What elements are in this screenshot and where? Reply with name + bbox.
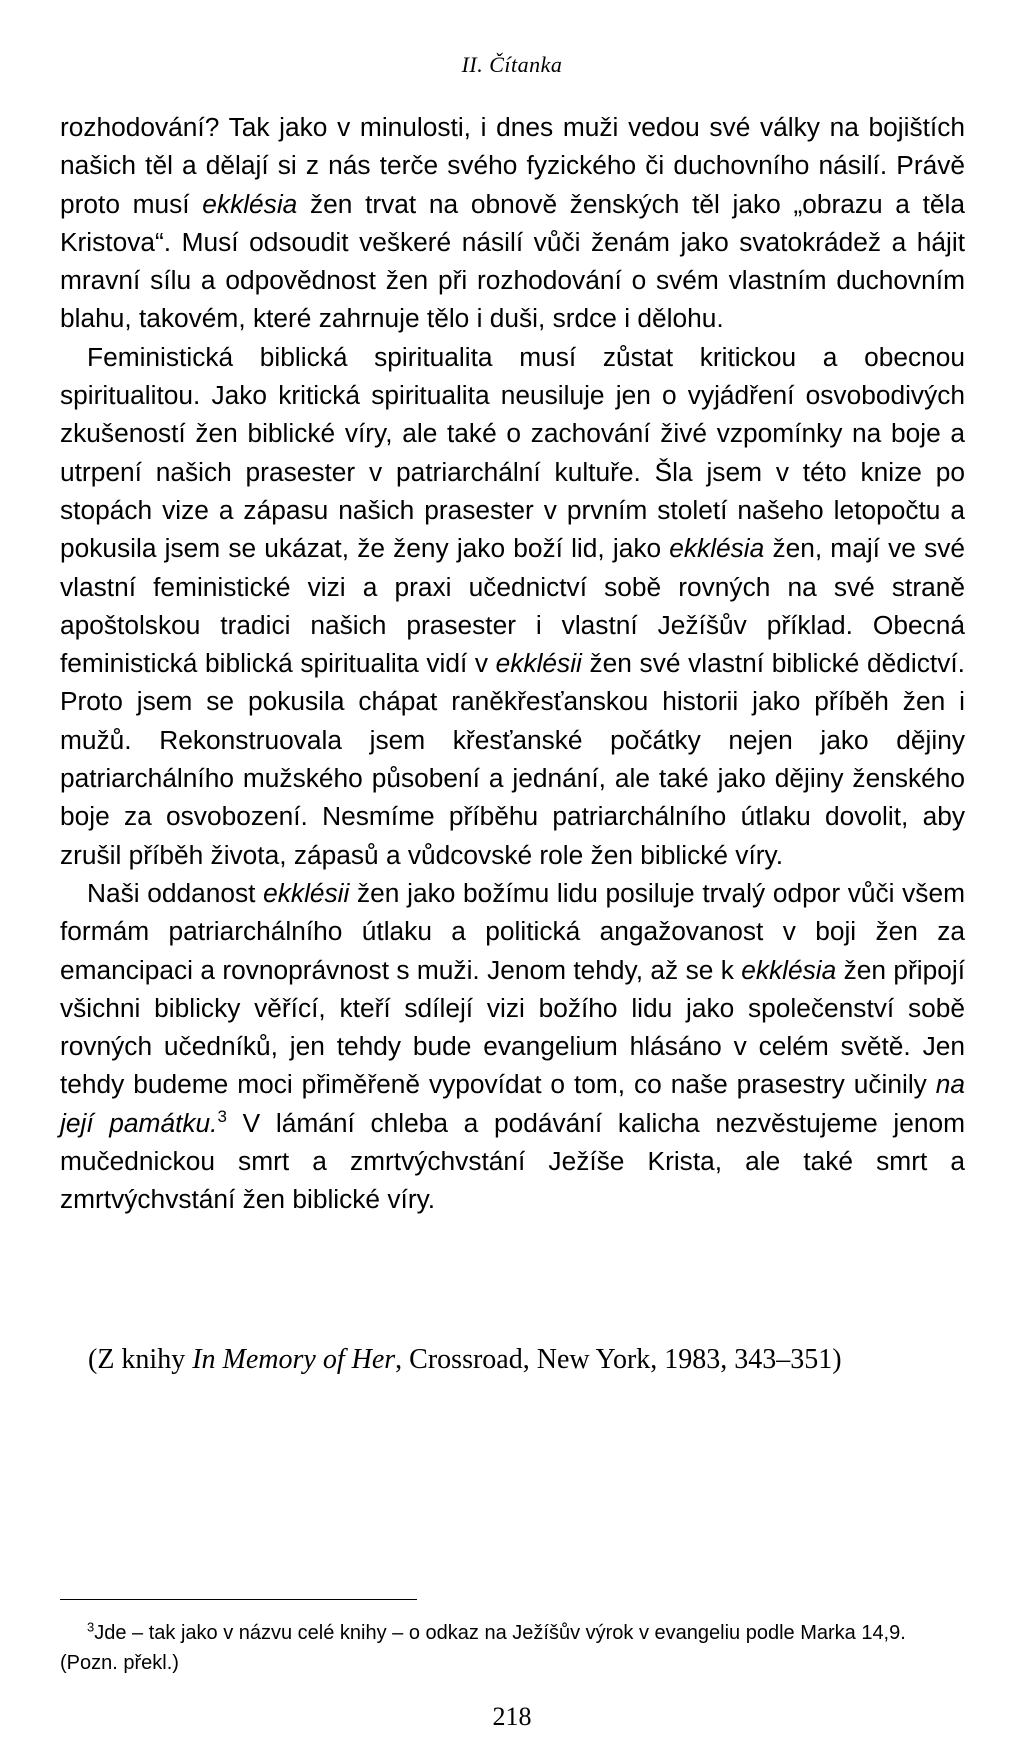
- paragraph-3: [60, 874, 965, 1219]
- paragraph-1: [60, 108, 965, 338]
- body-text: [60, 108, 965, 1219]
- italic-term: ekklésii: [495, 648, 582, 679]
- footnote-text: Jde – tak jako v názvu celé knihy – o odkaz na Ježíšův výrok v evangeliu podle Marka 14,9. (Pozn. překl.): [60, 1622, 906, 1674]
- italic-term: ekklésia: [202, 188, 298, 219]
- book-title: In Memory of Her: [192, 1344, 396, 1375]
- footnote: [60, 1618, 965, 1678]
- source-citation: [88, 1343, 968, 1377]
- text-run: rozhodování? Tak jako v minulosti, i dnes muži vedou své války na bojištích našich těl a dělají si z nás terče svého fyzického či duchovního násilí. Právě proto musí: [60, 112, 965, 219]
- italic-term: na její památku.: [60, 1069, 965, 1138]
- paragraph-2: [60, 338, 965, 874]
- text-run: žen trvat na obnově ženských těl jako „obrazu a těla Kristova“. Musí odsoudit veškeré násilí vůči ženám jako svatokrádež a hájit mravní sílu a odpovědnost žen při rozhodování o svém vlastním duchovním blahu, takovém, které zahrnuje tělo i duši, srdce i dělohu.: [60, 188, 965, 334]
- text-run: , Crossroad, New York, 1983, 343–351): [395, 1344, 842, 1375]
- text-run: (Z knihy: [88, 1344, 193, 1375]
- italic-term: ekklésia: [669, 533, 765, 564]
- text-run: žen, mají ve své vlastní feministické vizi a praxi učednictví sobě rovných na své straně apoštolskou tradici našich prasester i vlastní Ježíšův příklad. Obecná feministická biblická spiritualita vidí v: [60, 533, 965, 679]
- text-run: V lámání chleba a podávání kalicha nezvěstujeme jenom mučednickou smrt a zmrtvýchvstání Ježíše Krista, ale také smrt a zmrtvýchvstání žen biblické víry.: [60, 1107, 966, 1215]
- text-run: žen jako božímu lidu posiluje trvalý odpor vůči všem formám patriarchálního útlaku a politická angažovanost v boji žen za emancipaci a rovnoprávnost s muži. Jenom tehdy, až se k: [60, 877, 965, 985]
- italic-term: ekklésii: [263, 877, 350, 908]
- text-run: Naši oddanost: [87, 877, 264, 908]
- footnote-number: 3: [87, 1619, 95, 1635]
- text-run: žen své vlastní biblické dědictví. Proto jsem se pokusila chápat raněkřesťanskou historii jako příběh žen i mužů. Rekonstruovala jsem křesťanské počátky nejen jako dějiny patriarchálního mužského působení a jednání, ale také jako dějiny ženského boje za osvobození. Nesmíme příběhu patriarchálního útlaku dovolit, aby zrušil příběh života, zápasů a vůdcovské role žen biblické víry.: [60, 648, 965, 870]
- footnote-divider: [60, 1599, 417, 1600]
- footnote-marker[interactable]: 3: [217, 1106, 227, 1126]
- text-run: Feministická biblická spiritualita musí zůstat kritickou a obecnou spiritualitou. Jako kritická spiritualita neusiluje jen o vyjádření osvobodivých zkušeností žen biblické víry, ale také o zachování živé vzpomínky na boje a utrpení našich prasester v patriarchální kultuře. Šla jsem v této knize po stopách vize a zápasu našich prasester v prvním století našeho letopočtu a pokusila jsem se ukázat, že ženy jako boží lid, jako: [60, 341, 965, 564]
- italic-term: ekklésia: [741, 954, 837, 985]
- page-number: 218: [492, 1702, 532, 1731]
- running-head: II. Čítanka: [461, 52, 563, 77]
- text-run: žen připojí všichni biblicky věřící, kteří sdílejí vizi božího lidu jako společenství sobě rovných učedníků, jen tehdy bude evangelium hlásáno v celém světě. Jen tehdy budeme moci přiměřeně vypovídat o tom, co naše prasestry učinily: [60, 954, 966, 1100]
